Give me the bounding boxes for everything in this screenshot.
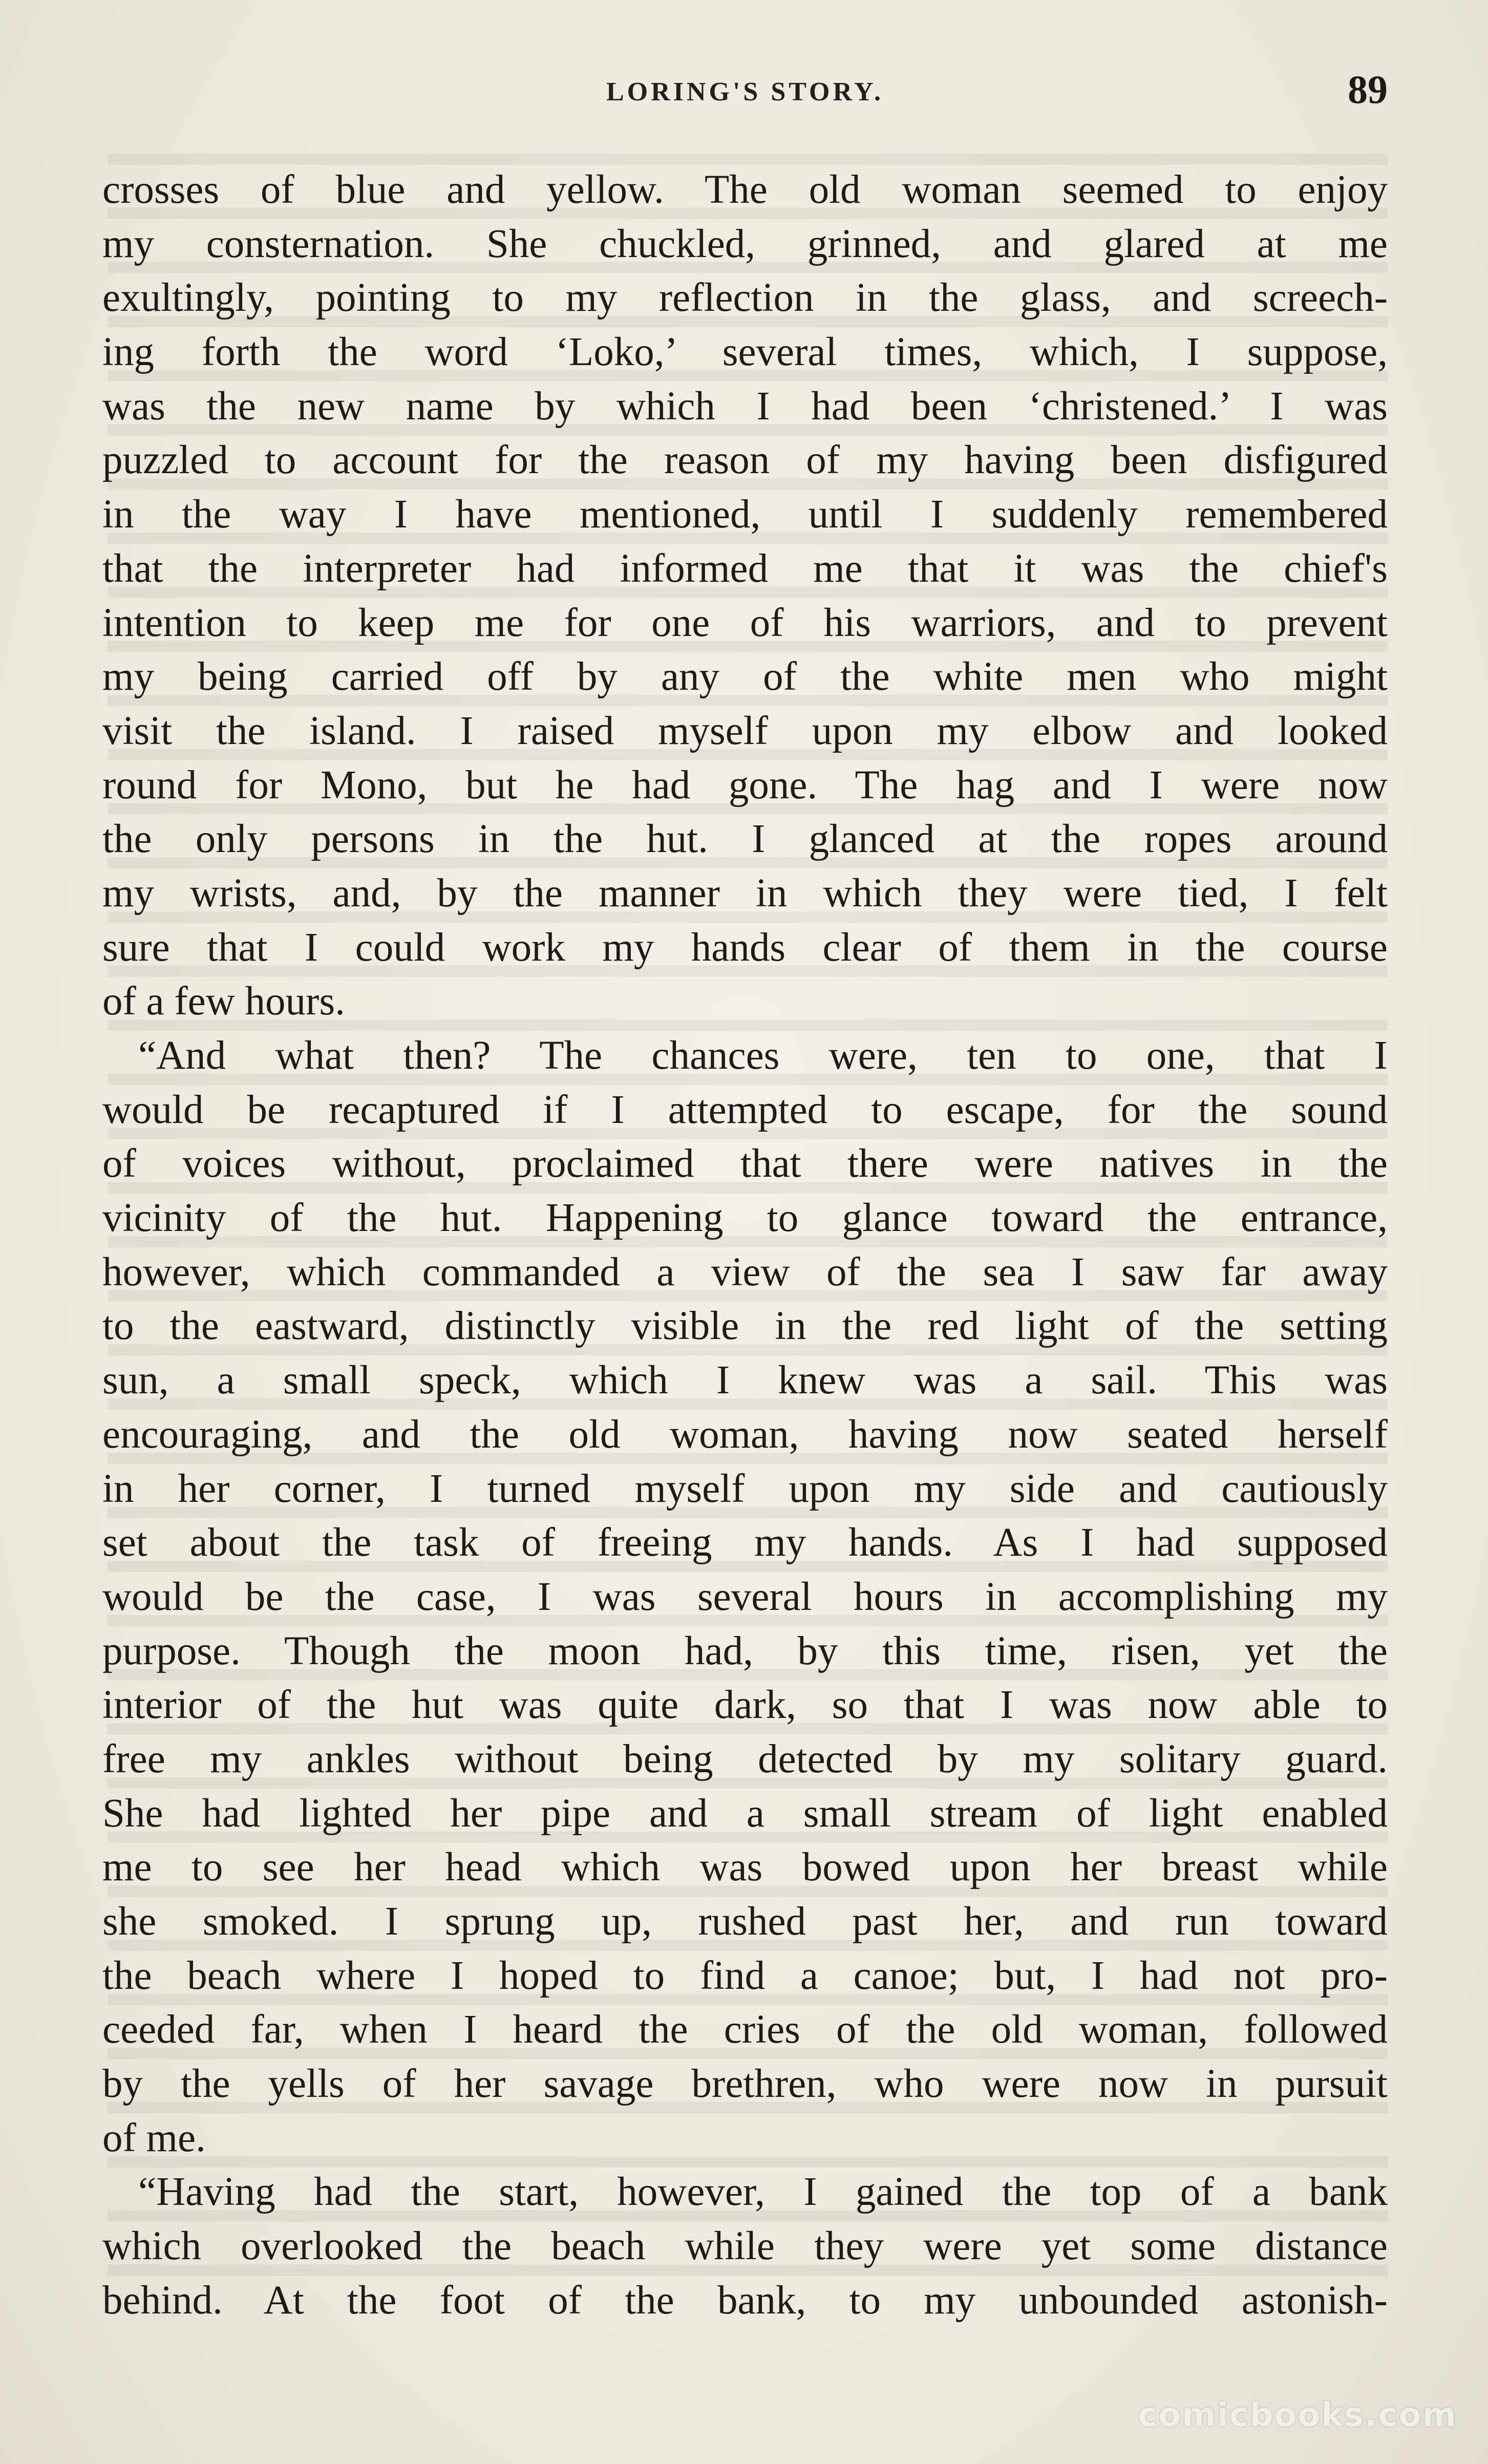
- running-head: LORING'S STORY.: [606, 77, 884, 107]
- text-line: sun, a small speck, which I knew was a sail. This was: [102, 1358, 1388, 1403]
- text-line: vicinity of the hut. Happening to glance toward the entrance,: [102, 1196, 1388, 1241]
- text-line: intention to keep me for one of his warriors, and to prevent: [102, 600, 1388, 645]
- text-line: the only persons in the hut. I glanced at the ropes around: [102, 817, 1388, 862]
- text-line: of voices without, proclaimed that there were natives in the: [102, 1141, 1388, 1186]
- text-line: sure that I could work my hands clear of them in the course: [102, 925, 1388, 970]
- text-line: would be recaptured if I attempted to escape, for the sound: [102, 1087, 1388, 1132]
- text-line: free my ankles without being detected by my solitary guard.: [102, 1736, 1388, 1781]
- text-line: ing forth the word ‘Loko,’ several times, which, I suppose,: [102, 330, 1388, 375]
- watermark: comicbooks.com: [1138, 2396, 1457, 2434]
- text-line: visit the island. I raised myself upon my elbow and looked: [102, 708, 1388, 753]
- text-line: however, which commanded a view of the sea I saw far away: [102, 1249, 1388, 1294]
- text-line: encouraging, and the old woman, having now seated herself: [102, 1412, 1388, 1457]
- text-line: which overlooked the beach while they were yet some distance: [102, 2224, 1388, 2269]
- text-line: in the way I have mentioned, until I suddenly remembered: [102, 492, 1388, 537]
- text-line: of me.: [102, 2115, 206, 2160]
- text-line: She had lighted her pipe and a small stream of light enabled: [102, 1791, 1388, 1836]
- text-line: crosses of blue and yellow. The old woman seemed to enjoy: [102, 167, 1388, 212]
- text-line: by the yells of her savage brethren, who were now in pursuit: [102, 2062, 1388, 2107]
- text-line: interior of the hut was quite dark, so that I was now able to: [102, 1683, 1388, 1728]
- text-line: that the interpreter had informed me that it was the chief's: [102, 546, 1388, 591]
- text-line: “Having had the start, however, I gained the top of a bank: [138, 2170, 1388, 2215]
- text-line: to the eastward, distinctly visible in the red light of the setting: [102, 1304, 1388, 1349]
- text-line: round for Mono, but he had gone. The hag and I were now: [102, 762, 1388, 808]
- body-text: [102, 163, 1388, 2328]
- text-line: my being carried off by any of the white men who might: [102, 654, 1388, 699]
- text-line: was the new name by which I had been ‘christened.’ I was: [102, 384, 1388, 429]
- text-line: behind. At the foot of the bank, to my unbounded astonish-: [102, 2278, 1388, 2323]
- text-line: in her corner, I turned myself upon my side and cautiously: [102, 1466, 1388, 1511]
- page-header: [102, 67, 1388, 128]
- page-number: 89: [1348, 67, 1388, 112]
- text-line: exultingly, pointing to my reflection in the glass, and screech-: [102, 275, 1388, 321]
- text-line: would be the case, I was several hours in accomplishing my: [102, 1574, 1388, 1619]
- text-line: puzzled to account for the reason of my having been disfigured: [102, 438, 1388, 483]
- text-line: she smoked. I sprung up, rushed past her, and run toward: [102, 1899, 1388, 1944]
- text-line: set about the task of freeing my hands. As I had supposed: [102, 1520, 1388, 1565]
- text-line: the beach where I hoped to find a canoe; but, I had not pro-: [102, 1953, 1388, 1998]
- text-line: me to see her head which was bowed upon her breast while: [102, 1845, 1388, 1890]
- text-line: my consternation. She chuckled, grinned, and glared at me: [102, 221, 1388, 266]
- text-line: ceeded far, when I heard the cries of the old woman, followed: [102, 2007, 1388, 2052]
- text-line: of a few hours.: [102, 979, 345, 1024]
- text-line: my wrists, and, by the manner in which they were tied, I felt: [102, 870, 1388, 916]
- text-line: purpose. Though the moon had, by this time, risen, yet the: [102, 1628, 1388, 1673]
- text-line: “And what then? The chances were, ten to one, that I: [138, 1033, 1388, 1078]
